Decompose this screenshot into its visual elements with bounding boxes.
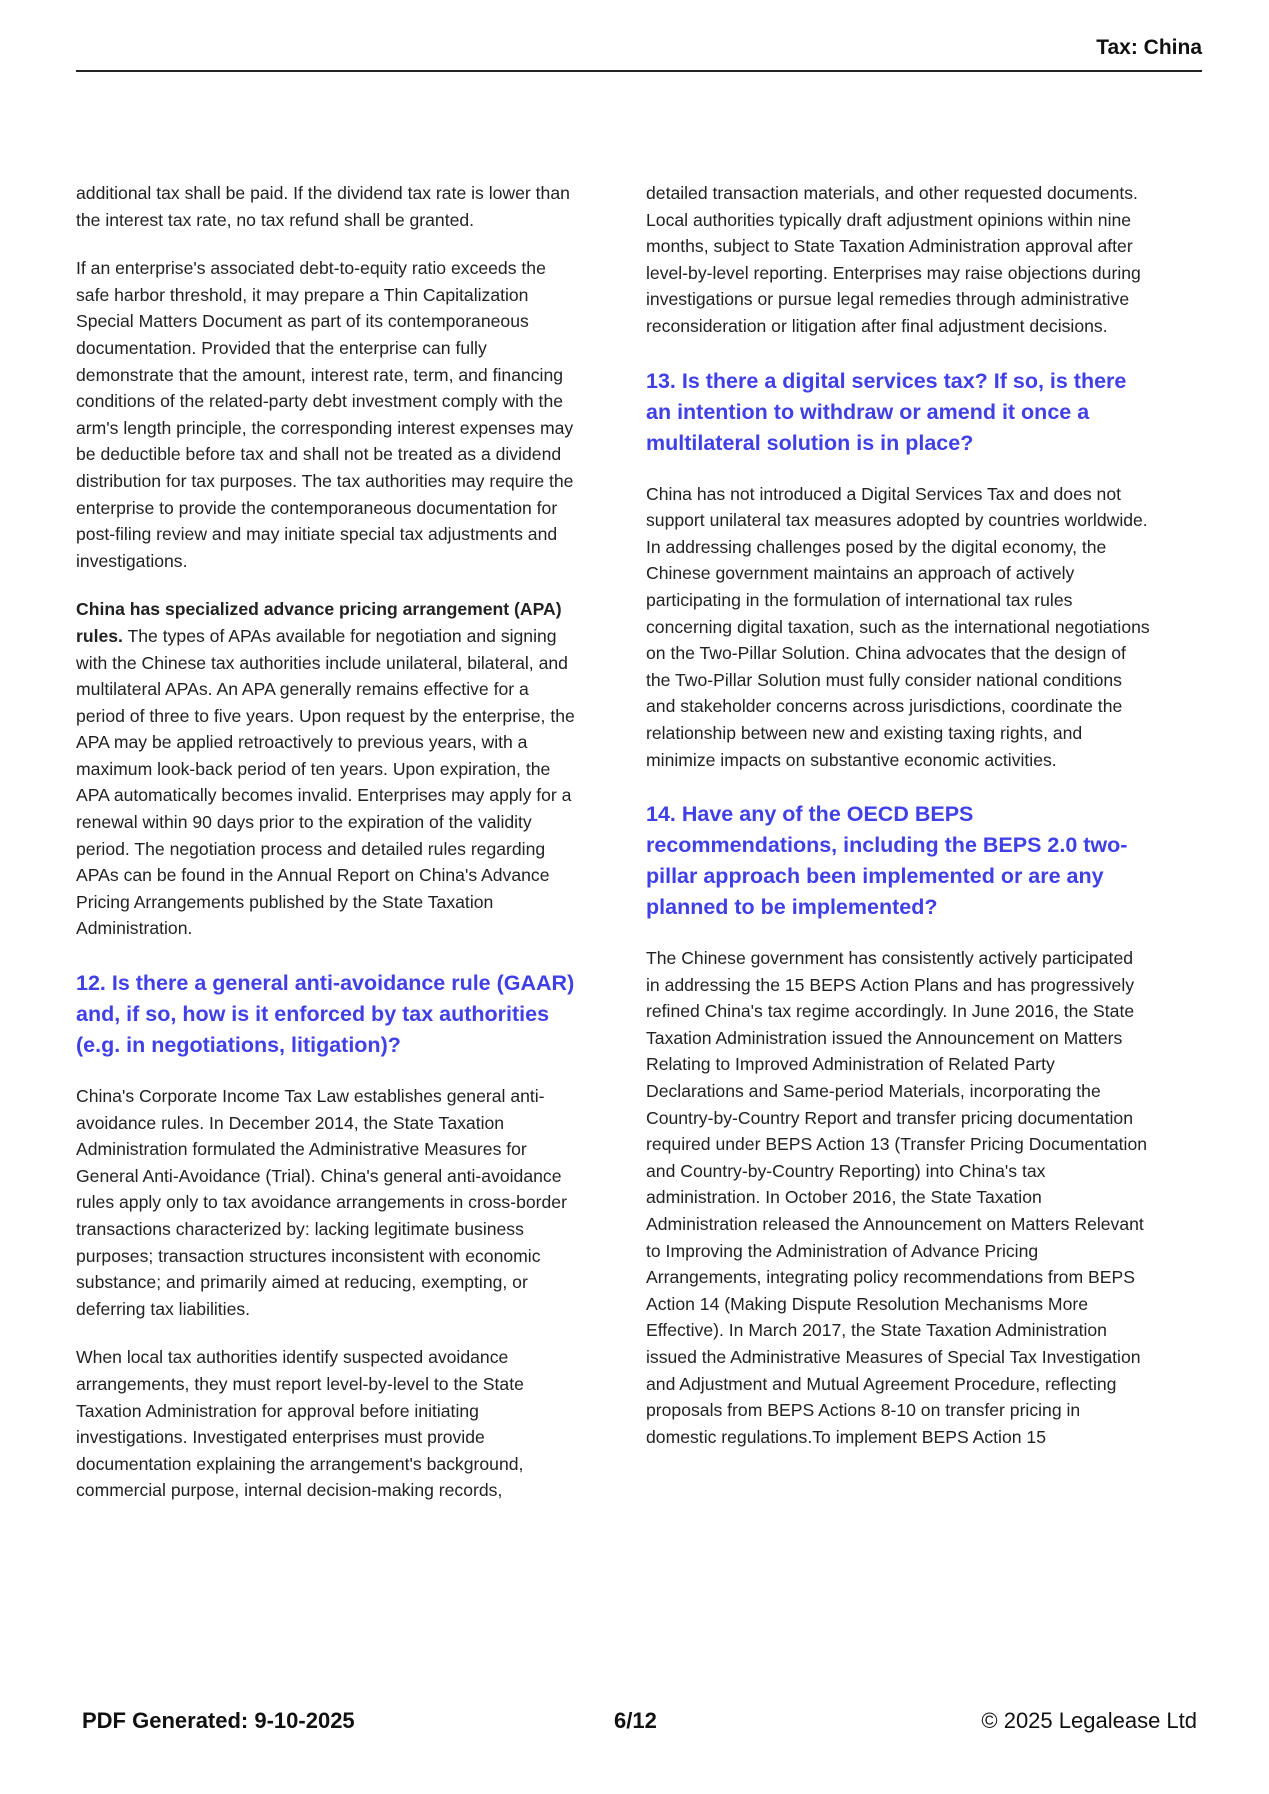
- paragraph: When local tax authorities identify suspected avoidance arrangements, they must report level-by-level to the State Taxation Administration for approval before initiating investigations. Investigated enterprises must provide documentation explaining the arrangement's background, commercial purpose, internal decision-making records,: [76, 1347, 524, 1501]
- paragraph: If an enterprise's associated debt-to-equity ratio exceeds the safe harbor threshold, it may prepare a Thin Capitalization Special Matters Document as part of its contemporaneous documentation. Provided that the enterprise can fully demonstrate that the amount, interest rate, term, and financing conditions of the related-party debt investment comply with the arm's length principle, the corresponding interest expenses may be deductible before tax and shall not be treated as a dividend distribution for tax purposes. The tax authorities may require the enterprise to provide the contemporaneous documentation for post-filing review and may initiate special tax adjustments and investigations.: [76, 258, 574, 571]
- left-column: [76, 180, 581, 1526]
- paragraph: China has not introduced a Digital Services Tax and does not support unilateral tax measures adopted by countries worldwide. In addressing challenges posed by the digital economy, the Chinese government maintains an approach of actively participating in the formulation of international tax rules concerning digital taxation, such as the international negotiations on the Two-Pillar Solution. China advocates that the design of the Two-Pillar Solution must fully consider national conditions and stakeholder concerns across jurisdictions, coordinate the relationship between new and existing taxing rights, and minimize impacts on substantive economic activities.: [646, 483, 1150, 770]
- paragraph: China's Corporate Income Tax Law establishes general anti-avoidance rules. In December 2014, the State Taxation Administration formulated the Administrative Measures for General Anti-Avoidance (Trial). China's general anti-avoidance rules apply only to tax avoidance arrangements in cross-border transactions characterized by: lacking legitimate business purposes; transaction structures inconsistent with economic substance; and primarily aimed at reducing, exempting, or deferring tax liabilities.: [76, 1086, 567, 1319]
- paragraph: additional tax shall be paid. If the dividend tax rate is lower than the interest tax rate, no tax refund shall be granted.: [76, 183, 570, 230]
- page-number: 6/12: [614, 1708, 657, 1733]
- question-14-heading: 14. Have any of the OECD BEPS recommendations, including the BEPS 2.0 two-pillar approach been implemented or are any planned to be implemented?: [646, 802, 1128, 920]
- page-header: [76, 32, 1202, 72]
- paragraph: The Chinese government has consistently actively participated in addressing the 15 BEPS Action Plans and has progressively refined China's tax regime accordingly. In June 2016, the State Taxation Administration issued the Announcement on Matters Relating to Improved Administration of Related Party Declarations and Same-period Materials, incorporating the Country-by-Country Report and transfer pricing documentation required under BEPS Action 13 (Transfer Pricing Documentation and Country-by-Country Reporting) into China's tax administration. In October 2016, the State Taxation Administration released the Announcement on Matters Relevant to Improving the Administration of Advance Pricing Arrangements, integrating policy recommendations from BEPS Action 14 (Making Dispute Resolution Mechanisms More Effective). In March 2017, the State Taxation Administration issued the Administrative Measures of Special Tax Investigation and Adjustment and Mutual Agreement Procedure, reflecting proposals from BEPS Actions 8-10 on transfer pricing in domestic regulations.To implement BEPS Action 15: [646, 948, 1148, 1447]
- paragraph-lead: China has specialized advance pricing arrangement (APA) rules.: [76, 599, 562, 646]
- right-column: [646, 180, 1151, 1472]
- paragraph-body: The types of APAs available for negotiation and signing with the Chinese tax authorities include unilateral, bilateral, and multilateral APAs. An APA generally remains effective for a period of three to five years. Upon request by the enterprise, the APA may be applied retroactively to previous years, with a maximum look-back period of ten years. Upon expiration, the APA automatically becomes invalid. Enterprises may apply for a renewal within 90 days prior to the expiration of the validity period. The negotiation process and detailed rules regarding APAs can be found in the Annual Report on China's Advance Pricing Arrangements published by the State Taxation Administration.: [76, 625, 575, 939]
- question-12-heading: 12. Is there a general anti-avoidance rule (GAAR) and, if so, how is it enforced by tax authorities (e.g. in negotiations, litigation)?: [76, 971, 575, 1058]
- page-footer: [82, 1708, 1197, 1738]
- pdf-generated-date: PDF Generated: 9-10-2025: [82, 1708, 355, 1733]
- paragraph-apa: [76, 596, 581, 942]
- question-13-heading: 13. Is there a digital services tax? If so, is there an intention to withdraw or amend it once a multilateral solution is in place?: [646, 368, 1127, 455]
- copyright: © 2025 Legalease Ltd: [981, 1708, 1197, 1733]
- paragraph: detailed transaction materials, and other requested documents. Local authorities typically draft adjustment opinions within nine months, subject to State Taxation Administration approval after level-by-level reporting. Enterprises may raise objections during investigations or pursue legal remedies through administrative reconsideration or litigation after final adjustment decisions.: [646, 183, 1141, 336]
- header-title: Tax: China: [1096, 36, 1202, 59]
